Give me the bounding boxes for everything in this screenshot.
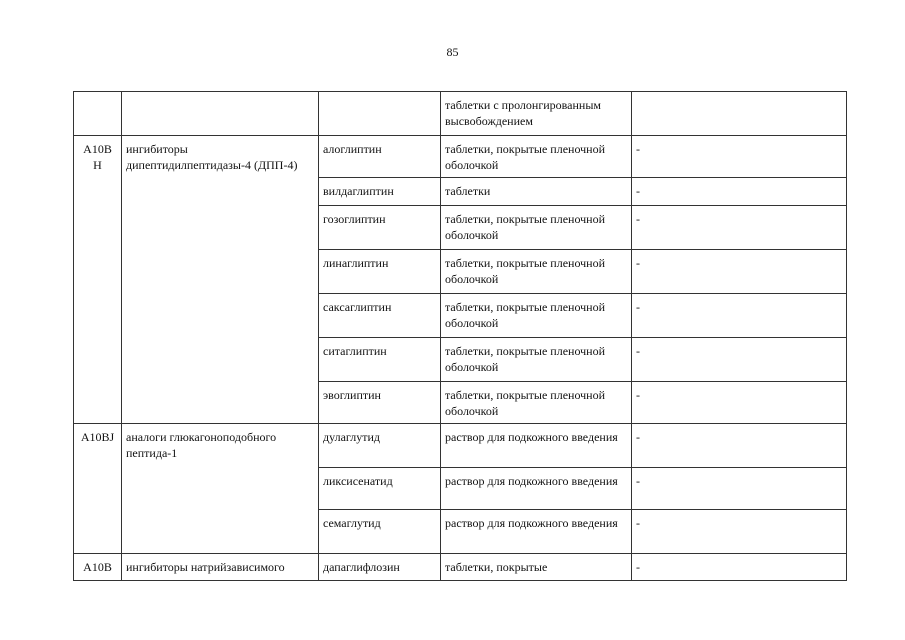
note-cell: - (632, 510, 847, 554)
group-cell: ингибиторы дипептидилпептидазы-4 (ДПП-4) (122, 136, 319, 424)
drug-name-cell: дапаглифлозин (319, 554, 441, 581)
drug-name-cell: линаглиптин (319, 250, 441, 294)
dosage-form-cell: таблетки, покрытые пленочной оболочкой (441, 382, 632, 424)
note-cell: - (632, 338, 847, 382)
note-cell: - (632, 250, 847, 294)
atc-code-line1: A10B (83, 142, 112, 156)
drug-name-cell: дулаглутид (319, 424, 441, 468)
group-cell (122, 92, 319, 136)
note-cell: - (632, 554, 847, 581)
drug-name-cell: семаглутид (319, 510, 441, 554)
note-cell: - (632, 206, 847, 250)
atc-code-cell (74, 136, 122, 424)
atc-code-cell: A10BJ (74, 424, 122, 554)
drug-name-cell (319, 92, 441, 136)
drug-name-cell: ликсисенатид (319, 468, 441, 510)
note-cell: - (632, 468, 847, 510)
note-cell (632, 92, 847, 136)
drug-table (73, 91, 847, 581)
dosage-form-cell: таблетки с пролонгированным высвобождением (441, 92, 632, 136)
atc-code-line2: H (93, 158, 102, 172)
dosage-form-cell: раствор для подкожного введения (441, 468, 632, 510)
group-cell: ингибиторы натрийзависимого (122, 554, 319, 581)
dosage-form-cell: таблетки, покрытые пленочной оболочкой (441, 338, 632, 382)
dosage-form-cell: таблетки, покрытые пленочной оболочкой (441, 206, 632, 250)
page-number: 85 (446, 45, 459, 59)
drug-name-cell: алоглиптин (319, 136, 441, 178)
table-row (74, 554, 847, 581)
atc-code-cell (74, 92, 122, 136)
dosage-form-cell: таблетки (441, 178, 632, 206)
atc-code-cell: A10B (74, 554, 122, 581)
dosage-form-cell: таблетки, покрытые пленочной оболочкой (441, 250, 632, 294)
drug-name-cell: ситаглиптин (319, 338, 441, 382)
dosage-form-cell: раствор для подкожного введения (441, 510, 632, 554)
dosage-form-cell: раствор для подкожного введения (441, 424, 632, 468)
drug-name-cell: эвоглиптин (319, 382, 441, 424)
table-row (74, 92, 847, 136)
note-cell: - (632, 294, 847, 338)
note-cell: - (632, 136, 847, 178)
drug-name-cell: гозоглиптин (319, 206, 441, 250)
table-row (74, 424, 847, 468)
dosage-form-cell: таблетки, покрытые (441, 554, 632, 581)
note-cell: - (632, 424, 847, 468)
drug-name-cell: вилдаглиптин (319, 178, 441, 206)
dosage-form-cell: таблетки, покрытые пленочной оболочкой (441, 136, 632, 178)
drug-name-cell: саксаглиптин (319, 294, 441, 338)
note-cell: - (632, 382, 847, 424)
group-cell: аналоги глюкагоноподобного пептида-1 (122, 424, 319, 554)
dosage-form-cell: таблетки, покрытые пленочной оболочкой (441, 294, 632, 338)
table-row (74, 136, 847, 178)
note-cell: - (632, 178, 847, 206)
